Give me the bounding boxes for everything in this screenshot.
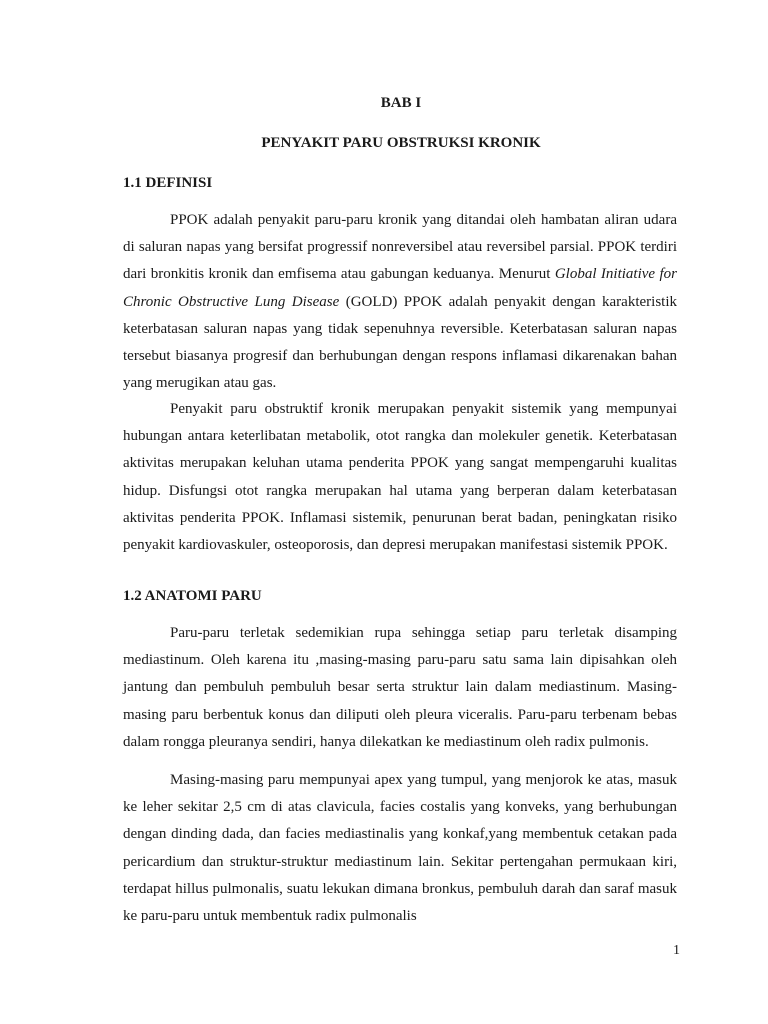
section-heading-anatomi-paru: 1.2 ANATOMI PARU [123, 588, 262, 604]
paragraph-definisi-1 [123, 207, 677, 397]
chapter-label: BAB I [380, 95, 422, 111]
paragraph-text: (GOLD) PPOK adalah penyakit dengan karakteristik keterbatasan saluran napas yang tidak sepenuhnya reversible. Keterbatasan saluran napas tersebut biasanya progresif dan berhubungan dengan respons inflamasi dikarenakan bahan yang merugikan atau gas. [123, 293, 677, 392]
gold-italic-term: Global Initiative for Chronic Obstructive Lung Disease [123, 266, 677, 310]
paragraph-anatomi-2: Masing-masing paru mempunyai apex yang tumpul, yang menjorok ke atas, masuk ke leher sekitar 2,5 cm di atas clavicula, facies costalis yang konveks, yang berhubungan dengan dinding dada, dan facies mediastinalis yang konkaf,yang membentuk cetakan pada pericardium dan struktur-struktur mediastinum lain. Sekitar pertengahan permukaan kiri, terdapat hillus pulmonalis, suatu lekukan dimana bronkus, pembuluh darah dan saraf masuk ke paru-paru untuk membentuk radix pulmonalis [123, 772, 677, 925]
section-heading-definisi: 1.1 DEFINISI [123, 175, 213, 191]
paragraph-definisi-2: Penyakit paru obstruktif kronik merupakan penyakit sistemik yang mempunyai hubungan antara keterlibatan metabolik, otot rangka dan molekuler genetik. Keterbatasan aktivitas merupakan keluhan utama penderita PPOK yang sangat mempengaruhi kualitas hidup. Disfungsi otot rangka merupakan hal utama yang berperan dalam keterbatasan aktivitas penderita PPOK. Inflamasi sistemik, penurunan berat badan, peningkatan risiko penyakit kardiovaskuler, osteoporosis, dan depresi merupakan manifestasi sistemik PPOK. [123, 401, 677, 554]
paragraph-text: PPOK adalah penyakit paru-paru kronik yang ditandai oleh hambatan aliran udara di saluran napas yang bersifat progressif nonreversibel atau reversibel parsial. PPOK terdiri dari bronkitis kronik dan emfisema atau gabungan keduanya. Menurut [123, 212, 677, 283]
paragraph-anatomi-1: Paru-paru terletak sedemikian rupa sehingga setiap paru terletak disamping mediastinum. Oleh karena itu ,masing-masing paru-paru satu sama lain dipisahkan oleh jantung dan pembuluh pembuluh besar serta struktur lain dalam mediastinum. Masing-masing paru berbentuk konus dan diliputi oleh pleura viceralis. Paru-paru terbenam bebas dalam rongga pleuranya sendiri, hanya dilekatkan ke mediastinum oleh radix pulmonis. [123, 625, 677, 750]
page-number: 1 [673, 943, 680, 958]
chapter-title: PENYAKIT PARU OBSTRUKSI KRONIK [261, 135, 541, 151]
